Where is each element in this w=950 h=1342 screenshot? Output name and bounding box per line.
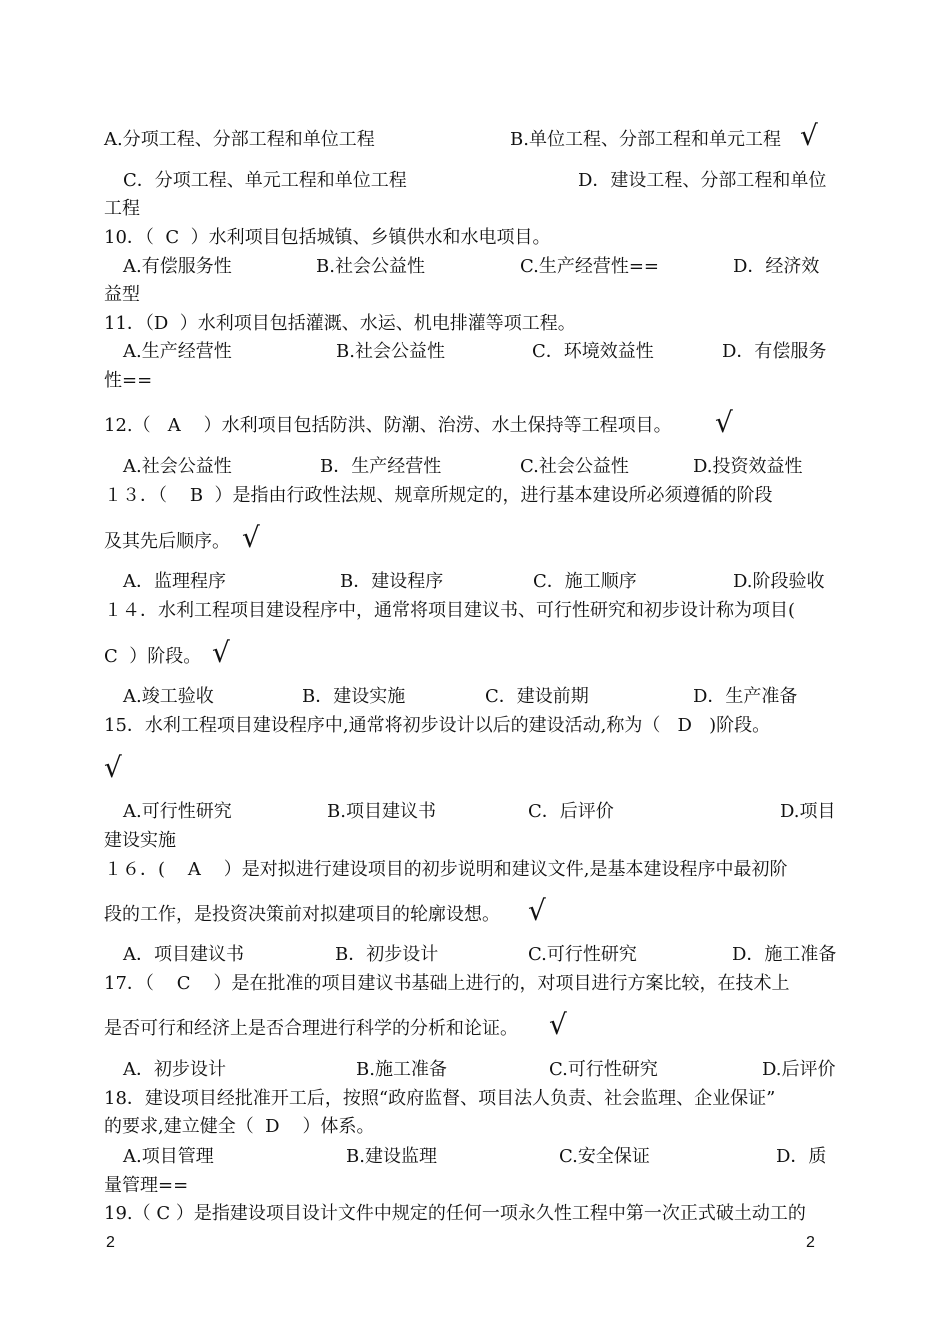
question-18: 18．建设项目经批准开工后，按照“政府监督、项目法人负责、社会监理、企业保证” [104, 1088, 776, 1109]
check-mark: √ [528, 894, 546, 927]
question-18-cont: 的要求,建立健全（ D ）体系。 [104, 1116, 375, 1137]
question-17: 17．（ C ）是在批准的项目建议书基础上进行的，对项目进行方案比较，在技术上 [104, 973, 790, 994]
question-16-cont: 段的工作，是投资决策前对拟建项目的轮廓设想。 [104, 904, 500, 925]
check-mark: √ [715, 406, 733, 439]
question-10: 10．（ C ）水利项目包括城镇、乡镇供水和水电项目。 [104, 227, 551, 248]
q18-option-d-cont: 量管理== [104, 1175, 189, 1196]
q11-option-a: A.生产经营性 [123, 341, 232, 362]
question-17-cont: 是否可行和经济上是否合理进行科学的分析和论证。 [104, 1018, 518, 1039]
question-11: 11．（D ）水利项目包括灌溉、水运、机电排灌等项工程。 [104, 313, 576, 334]
q15-option-c: C．后评价 [528, 801, 614, 822]
page-number-right: 2 [806, 1234, 815, 1251]
q18-option-c: C.安全保证 [559, 1146, 650, 1167]
q10-option-d: D．经济效 [733, 256, 820, 277]
q13-option-a: A．监理程序 [123, 571, 226, 592]
option-d-cont: 工程 [104, 198, 140, 219]
question-13-cont: 及其先后顺序。 [104, 531, 230, 552]
q13-option-d: D.阶段验收 [733, 571, 825, 592]
q10-option-a: A.有偿服务性 [123, 256, 232, 277]
option-b-line: B.单位工程、分部工程和单元工程 [510, 129, 781, 150]
q17-option-b: B.施工准备 [356, 1059, 447, 1080]
option-c-line: C．分项工程、单元工程和单位工程 [123, 170, 407, 191]
q15-option-b: B.项目建议书 [327, 801, 436, 822]
q12-option-b: B．生产经营性 [320, 456, 442, 477]
q10-option-c: C.生产经营性== [520, 256, 660, 277]
q11-option-b: B.社会公益性 [336, 341, 445, 362]
q18-option-d: D．质 [776, 1146, 827, 1167]
q12-option-a: A.社会公益性 [123, 456, 232, 477]
q12-option-d: D.投资效益性 [693, 456, 803, 477]
q13-option-b: B．建设程序 [340, 571, 444, 592]
q15-option-d-cont: 建设实施 [104, 830, 176, 851]
question-14: １４．水利工程项目建设程序中，通常将项目建议书、可行性研究和初步设计称为项目( [104, 600, 796, 621]
question-12: 12.（ A ）水利项目包括防洪、防潮、治涝、水土保持等工程项目。 [104, 415, 672, 436]
q15-option-a: A.可行性研究 [123, 801, 232, 822]
q12-option-c: C.社会公益性 [520, 456, 629, 477]
q18-option-b: B.建设监理 [346, 1146, 437, 1167]
q16-option-c: C.可行性研究 [528, 944, 637, 965]
q14-option-b: B．建设实施 [302, 686, 406, 707]
q17-option-c: C.可行性研究 [549, 1059, 658, 1080]
check-mark: √ [104, 751, 122, 784]
q14-option-c: C．建设前期 [485, 686, 589, 707]
q17-option-a: A．初步设计 [123, 1059, 226, 1080]
option-d-line: D．建设工程、分部工程和单位 [578, 170, 827, 191]
q15-option-d: D.项目 [780, 801, 836, 822]
check-mark: √ [242, 521, 260, 554]
q14-option-a: A.竣工验收 [123, 686, 214, 707]
q11-option-d: D．有偿服务 [722, 341, 827, 362]
check-mark: √ [212, 636, 230, 669]
question-13: １３．（ B ）是指由行政性法规、规章所规定的，进行基本建设所必须遵循的阶段 [104, 485, 773, 506]
q11-option-d-cont: 性== [104, 370, 153, 391]
q13-option-c: C．施工顺序 [533, 571, 637, 592]
question-16: １６．( A ）是对拟进行建设项目的初步说明和建议文件,是基本建设程序中最初阶 [104, 859, 788, 880]
page-number-left: 2 [106, 1234, 115, 1251]
q17-option-d: D.后评价 [762, 1059, 836, 1080]
question-15: 15．水利工程项目建设程序中,通常将初步设计以后的建设活动,称为（ D )阶段。 [104, 715, 771, 736]
q16-option-b: B．初步设计 [335, 944, 439, 965]
q10-option-d-cont: 益型 [104, 284, 140, 305]
q16-option-d: D．施工准备 [732, 944, 837, 965]
q10-option-b: B.社会公益性 [316, 256, 425, 277]
question-19: 19.（ C ）是指建设项目设计文件中规定的任何一项永久性工程中第一次正式破土动工的 [104, 1203, 806, 1224]
q16-option-a: A．项目建议书 [123, 944, 244, 965]
check-mark: √ [549, 1008, 567, 1041]
q18-option-a: A.项目管理 [123, 1146, 214, 1167]
q11-option-c: C．环境效益性 [532, 341, 654, 362]
q14-option-d: D．生产准备 [693, 686, 798, 707]
option-a-line: A.分项工程、分部工程和单位工程 [104, 129, 375, 150]
check-mark: √ [800, 119, 818, 152]
question-14-cont: C ）阶段。 [104, 646, 202, 667]
